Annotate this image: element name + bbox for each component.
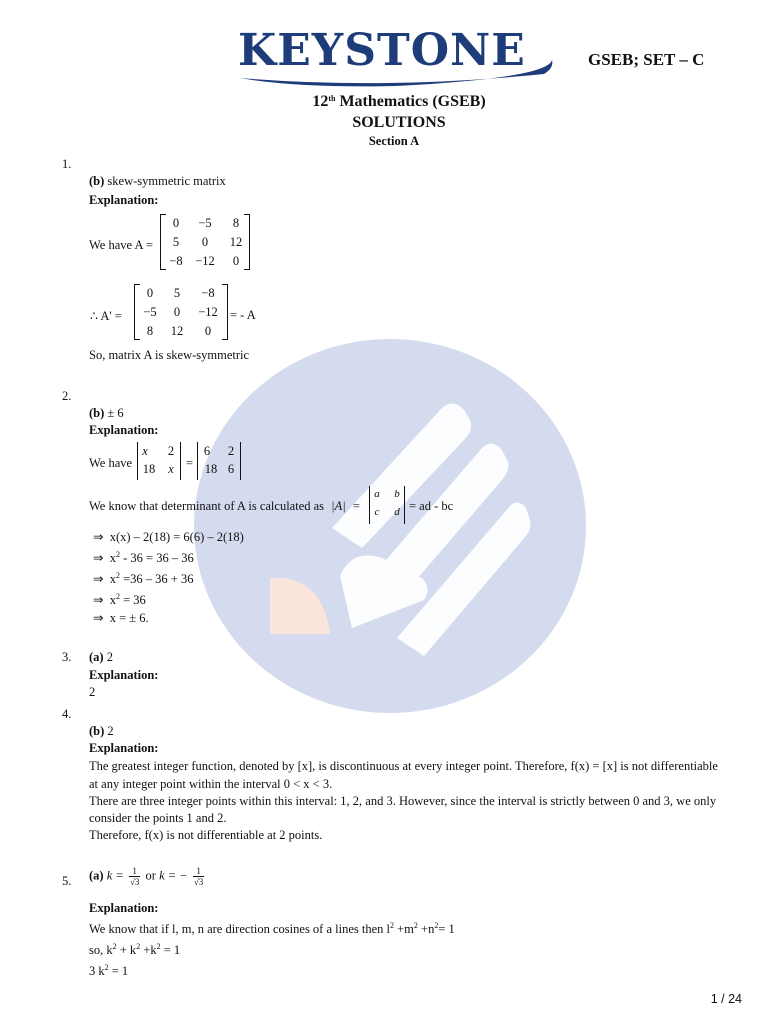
- determinant-left: x 2 18 x: [137, 442, 181, 480]
- equals-sign: =: [186, 456, 194, 470]
- equals-neg-a: = - A: [230, 308, 256, 322]
- answer-line: (b) ± 6: [89, 406, 124, 420]
- explanation-body: 2: [89, 685, 96, 699]
- question-number: 2.: [62, 389, 72, 403]
- conclusion-text: So, matrix A is skew-symmetric: [89, 348, 250, 362]
- fraction-one-over-root3: $\frac{1}{√3}$: [129, 866, 140, 887]
- step-line: ⇒ x(x) – 2(18) = 6(6) – 2(18): [93, 530, 244, 544]
- explanation-text: The greatest integer function, denoted by [x], is discontinuous at every integer point. Therefore, f(x) = [x] is not differentiable: [89, 759, 718, 773]
- page-subtitle: SOLUTIONS: [352, 114, 446, 131]
- page-number: 1 / 24: [710, 992, 742, 1006]
- page-title: 12th Mathematics (GSEB): [312, 93, 486, 110]
- we-have-label: We have A =: [89, 238, 154, 252]
- answer-line: (a) k = $\frac{1}{√3}$ or k = − $\frac{1}{√3}$: [89, 866, 204, 887]
- keystone-logo: KEYSTONE: [238, 25, 526, 76]
- determinant-formula: We know that determinant of A is calculated as |A| =: [89, 499, 360, 513]
- therefore-label: ∴ A' =: [90, 309, 122, 323]
- logo-swoosh-icon: [236, 60, 558, 96]
- step-line: ⇒ $x^2 = 36$: [93, 592, 146, 607]
- explanation-text: so, $k^2 + k^2 +k^2 = 1$: [89, 942, 181, 957]
- answer-line: (b) 2: [89, 724, 114, 738]
- set-label: GSEB; SET – C: [588, 50, 705, 69]
- explanation-text: consider the points 1 and 2.: [89, 811, 227, 825]
- determinant-right: 6 2 18 6: [197, 442, 241, 480]
- answer-line: (a) 2: [89, 650, 113, 664]
- explanation-text: Therefore, f(x) is not differentiable at 2 points.: [89, 828, 323, 842]
- explanation-text: There are three integer points within this interval: 1, 2, and 3. However, since the interval is strictly between 0 and 3, we only: [89, 794, 717, 808]
- question-number: 3.: [62, 650, 72, 664]
- explanation-text: at any integer point within the interval 0 < x < 3.: [89, 777, 333, 791]
- explanation-label: Explanation:: [89, 901, 159, 915]
- step-line: ⇒ $x^2 - 36 = 36 - 36$: [93, 550, 194, 565]
- section-heading: Section A: [368, 134, 420, 148]
- step-line: ⇒ x = ± 6.: [93, 611, 149, 625]
- answer-line: (b) skew-symmetric matrix: [89, 174, 226, 188]
- question-number: 5.: [62, 874, 72, 888]
- question-number: 4.: [62, 707, 72, 721]
- determinant-general: a b c d: [369, 486, 405, 524]
- explanation-label: Explanation:: [89, 193, 159, 207]
- explanation-label: Explanation:: [89, 423, 159, 437]
- explanation-text: 3 $k^2 = 1$: [89, 963, 129, 978]
- ad-bc: = ad - bc: [409, 499, 454, 513]
- fraction-one-over-root3: $\frac{1}{√3}$: [193, 866, 204, 887]
- matrix-a: 0 −5 8 5 0 12 −8 −12 0: [160, 214, 250, 270]
- watermark-logo: [192, 338, 588, 714]
- matrix-a-transpose: 0 5 −8 −5 0 −12 8 12 0: [134, 284, 228, 340]
- step-line: ⇒ $x^2 =36 - 36 + 36$: [93, 571, 194, 586]
- explanation-label: Explanation:: [89, 668, 159, 682]
- we-have-label: We have: [89, 456, 133, 470]
- explanation-text: We know that if l, m, n are direction cosines of a lines then $l^2 +m^2 +n^2= 1$: [89, 921, 455, 936]
- question-number: 1.: [62, 157, 72, 171]
- explanation-label: Explanation:: [89, 741, 159, 755]
